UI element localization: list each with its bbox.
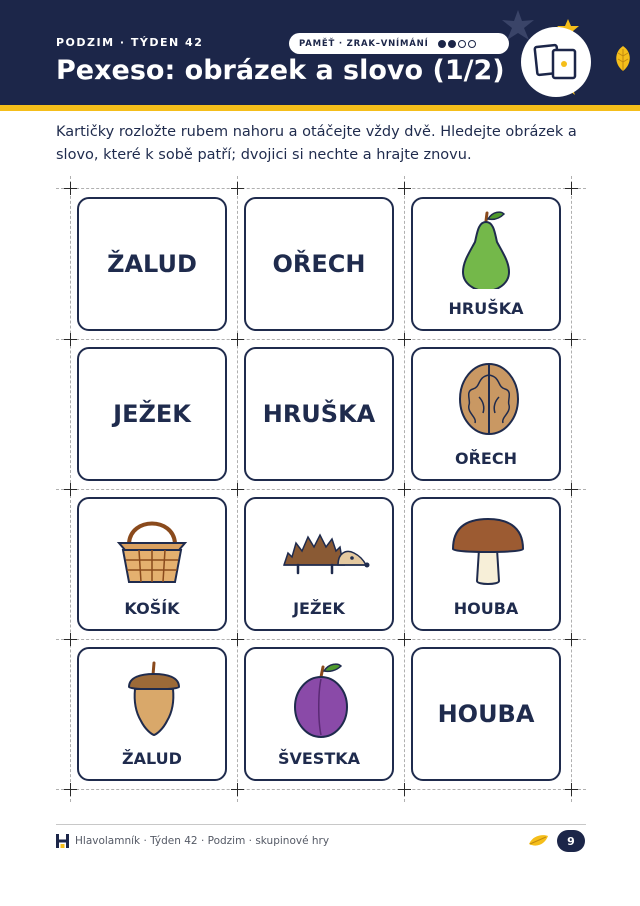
logo-icon [56, 834, 69, 848]
difficulty-dot-empty [458, 40, 466, 48]
crop-mark [70, 783, 71, 796]
cut-line [56, 789, 586, 790]
leaf-icon [612, 44, 634, 74]
footer-divider [56, 824, 586, 825]
card-picture-label: OŘECH [455, 449, 517, 468]
cut-line [56, 339, 586, 340]
crop-mark [571, 783, 572, 796]
difficulty-dots [438, 40, 476, 48]
card-picture[interactable] [77, 647, 227, 781]
card-word[interactable] [244, 197, 394, 331]
card-picture[interactable] [77, 497, 227, 631]
crop-mark [237, 633, 238, 646]
crop-mark [571, 633, 572, 646]
skill-label: PAMĚŤ · ZRAK–VNÍMÁNÍ [299, 38, 429, 49]
crop-mark [404, 633, 405, 646]
card-picture-label: ŠVESTKA [277, 749, 361, 768]
acorn-icon [79, 657, 225, 739]
card-picture[interactable] [411, 497, 561, 631]
crop-mark [404, 483, 405, 496]
pear-icon [413, 207, 559, 289]
crop-mark [237, 333, 238, 346]
mushroom-icon [413, 507, 559, 589]
cards-icon [521, 27, 591, 97]
card-word-label: HOUBA [437, 700, 535, 728]
card-word-label: OŘECH [272, 250, 366, 278]
card-word-label: HRUŠKA [262, 400, 376, 428]
crop-mark [571, 483, 572, 496]
card-picture-label: HOUBA [453, 599, 519, 618]
cut-line [56, 639, 586, 640]
crop-mark [404, 182, 405, 195]
card-word[interactable] [244, 347, 394, 481]
kicker: PODZIM · TÝDEN 42 [56, 36, 204, 49]
crop-mark [70, 633, 71, 646]
crop-mark [70, 333, 71, 346]
card-picture[interactable] [244, 647, 394, 781]
difficulty-dot-filled [438, 40, 446, 48]
card-word[interactable] [411, 647, 561, 781]
crop-mark [404, 783, 405, 796]
crop-mark [70, 483, 71, 496]
crop-mark [70, 182, 71, 195]
hedgehog-icon [246, 507, 392, 589]
cut-line [56, 188, 586, 189]
crop-mark [571, 182, 572, 195]
card-word-label: ŽALUD [107, 250, 197, 278]
header-band [0, 0, 640, 105]
instructions: Kartičky rozložte rubem nahoru a otáčejte vždy dvě. Hledejte obrázek a slovo, které k sobě patří; dvojici si nechte a hrajte znovu. [56, 124, 577, 163]
difficulty-dot-empty [468, 40, 476, 48]
crop-mark [237, 783, 238, 796]
plum-icon [246, 657, 392, 739]
card-picture-label: JEŽEK [293, 599, 345, 618]
crop-mark [237, 182, 238, 195]
difficulty-dot-filled [448, 40, 456, 48]
card-picture[interactable] [244, 497, 394, 631]
card-picture-label: HRUŠKA [448, 299, 524, 318]
footer-text: Hlavolamník · Týden 42 · Podzim · skupinové hry [75, 835, 330, 847]
card-word[interactable] [77, 347, 227, 481]
card-picture[interactable] [411, 347, 561, 481]
header-accent-stripe [0, 105, 640, 111]
card-picture[interactable] [411, 197, 561, 331]
page-title: Pexeso: obrázek a slovo (1/2) [56, 55, 505, 86]
walnut-icon [413, 357, 559, 439]
card-picture-label: KOŠÍK [124, 599, 180, 618]
page-number: 9 [557, 830, 585, 852]
crop-mark [571, 333, 572, 346]
skill-pill [289, 33, 509, 54]
leaf-icon [527, 832, 549, 850]
card-word-label: JEŽEK [113, 400, 191, 428]
crop-mark [404, 333, 405, 346]
card-picture-label: ŽALUD [122, 749, 182, 768]
crop-mark [237, 483, 238, 496]
card-word[interactable] [77, 197, 227, 331]
cut-line [56, 489, 586, 490]
basket-icon [79, 507, 225, 589]
cards-badge [521, 27, 591, 97]
